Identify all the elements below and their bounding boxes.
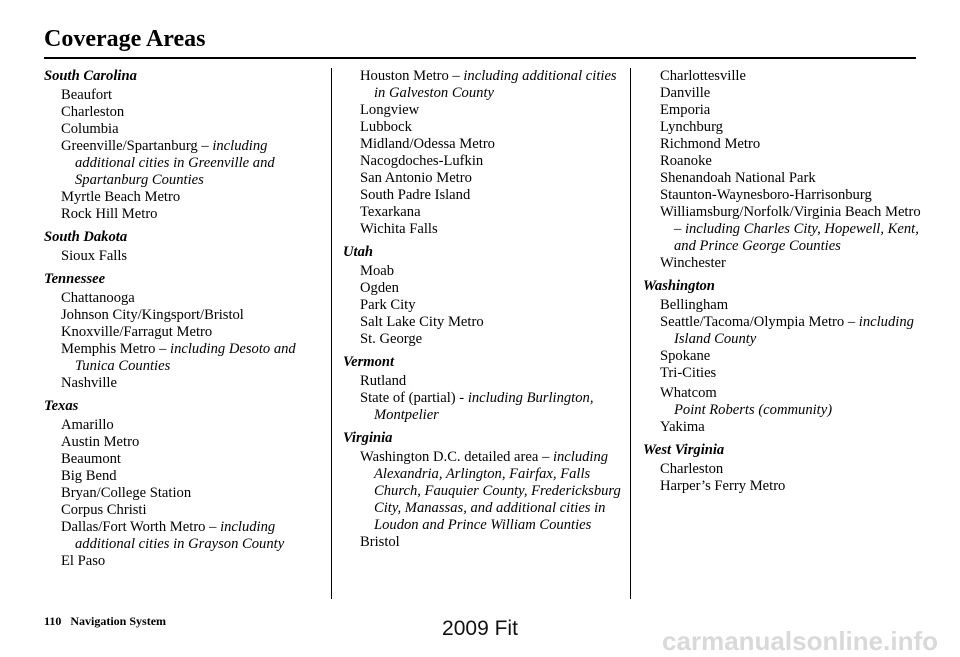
area-entry (61, 324, 326, 341)
area-entry (360, 280, 623, 297)
area-entry (360, 170, 623, 187)
note-separator: - (455, 390, 468, 406)
area-entry (660, 478, 923, 495)
area-name: Bryan/College Station (61, 485, 192, 501)
area-entry (360, 102, 623, 119)
area-name: Park City (360, 297, 416, 313)
area-name: Memphis Metro (61, 341, 156, 357)
area-name: Bellingham (660, 297, 729, 313)
state-heading: Utah (343, 244, 374, 260)
area-name: Moab (360, 263, 395, 279)
area-name: Knoxville/Farragut Metro (61, 324, 213, 340)
area-name: Texarkana (360, 204, 421, 220)
area-entry (61, 485, 326, 502)
area-entry (61, 451, 326, 468)
area-name: Staunton-Waynesboro-Harrisonburg (660, 187, 872, 203)
area-entry (61, 104, 326, 121)
area-entry (660, 314, 923, 348)
area-name: Williamsburg/Norfolk/Virginia Beach Metro (660, 204, 921, 220)
state-heading: Tennessee (44, 271, 106, 287)
area-name: Sioux Falls (61, 248, 128, 264)
area-entry (660, 136, 923, 153)
area-entry (660, 348, 923, 365)
state-heading: Texas (44, 398, 79, 414)
area-entry (61, 138, 326, 189)
area-entry (660, 85, 923, 102)
area-name: Winchester (660, 255, 726, 271)
area-entry (61, 375, 326, 392)
area-entry (660, 419, 923, 436)
site-watermark: carmanualsonline.info (662, 626, 938, 656)
area-entry (61, 341, 326, 375)
area-name: Corpus Christi (61, 502, 147, 518)
area-name: San Antonio Metro (360, 170, 472, 186)
area-note: including Island County (674, 314, 914, 347)
area-name: Ogden (360, 280, 399, 296)
area-name: Charleston (61, 104, 125, 120)
note-separator: – (197, 138, 213, 154)
area-entry (360, 331, 623, 348)
area-name: Seattle/Tacoma/Olympia Metro (660, 314, 845, 330)
area-name: Harper’s Ferry Metro (660, 478, 786, 494)
note-separator: – (448, 68, 464, 84)
area-name: Midland/Odessa Metro (360, 136, 495, 152)
area-name: Spokane (660, 348, 711, 364)
area-entry (360, 449, 623, 534)
area-name: Myrtle Beach Metro (61, 189, 181, 205)
coverage-column-3 (643, 68, 923, 495)
area-name: Bristol (360, 534, 400, 550)
area-name: Lubbock (360, 119, 412, 135)
note-separator: – (674, 221, 685, 237)
area-name: Wichita Falls (360, 221, 438, 237)
area-name: Whatcom (660, 385, 717, 401)
coverage-column-2 (343, 68, 623, 551)
area-note: including Charles City, Hopewell, Kent, and Prince George Counties (674, 221, 919, 254)
area-entry (660, 461, 923, 478)
area-entry (61, 121, 326, 138)
note-separator: – (844, 314, 859, 330)
area-name: Washington D.C. detailed area (360, 449, 539, 465)
state-heading: West Virginia (643, 442, 725, 458)
area-entry (360, 221, 623, 238)
area-name: Lynchburg (660, 119, 723, 135)
area-name: Rutland (360, 373, 407, 389)
page-title: Coverage Areas (44, 26, 206, 52)
area-entry (660, 204, 923, 255)
title-rule (44, 57, 916, 59)
state-heading: South Dakota (44, 229, 128, 245)
area-note: including additional cities in Greenville and Spartanburg Counties (75, 138, 275, 188)
area-name: Yakima (660, 419, 705, 435)
area-entry (61, 290, 326, 307)
area-name: Shenandoah National Park (660, 170, 816, 186)
area-entry (360, 187, 623, 204)
area-entry (360, 390, 623, 424)
area-name: South Padre Island (360, 187, 471, 203)
area-name: Johnson City/Kingsport/Bristol (61, 307, 244, 323)
model-watermark: 2009 Fit (442, 617, 518, 640)
area-entry (61, 248, 326, 265)
area-name: Salt Lake City Metro (360, 314, 484, 330)
area-entry (360, 373, 623, 390)
note-separator: – (155, 341, 171, 357)
area-name: Columbia (61, 121, 119, 137)
area-entry (660, 119, 923, 136)
state-heading: South Carolina (44, 68, 137, 84)
column-divider (630, 68, 631, 599)
area-entry (61, 553, 326, 570)
area-name: State of (partial) (360, 390, 456, 406)
area-entry (360, 263, 623, 280)
state-heading: Vermont (343, 354, 395, 370)
note-separator: – (205, 519, 221, 535)
page-number: 110 (44, 614, 62, 628)
area-entry (660, 68, 923, 85)
area-name: Emporia (660, 102, 711, 118)
area-entry (360, 153, 623, 170)
area-entry (360, 204, 623, 221)
area-entry (360, 136, 623, 153)
area-entry (660, 153, 923, 170)
area-name: Big Bend (61, 468, 117, 484)
area-note: including Alexandria, Arlington, Fairfax, Falls Church, Fauquier County, Fredericksburg City, Manassas, and additional cities in Loudon and Prince William Counties (374, 449, 621, 533)
area-name: St. George (360, 331, 423, 347)
area-name: Charleston (660, 461, 724, 477)
area-name: Beaufort (61, 87, 113, 103)
sub-area: Point Roberts (community) (674, 402, 833, 418)
state-heading: Virginia (343, 430, 393, 446)
area-entry (61, 206, 326, 223)
area-entry (660, 102, 923, 119)
area-name: Rock Hill Metro (61, 206, 158, 222)
area-entry (360, 119, 623, 136)
area-entry (660, 297, 923, 314)
area-entry (660, 255, 923, 272)
area-note: including Burlington, Montpelier (374, 390, 594, 423)
area-name: Charlottesville (660, 68, 746, 84)
area-note: including Desoto and Tunica Counties (75, 341, 296, 374)
area-name: Nacogdoches-Lufkin (360, 153, 484, 169)
area-name: Tri-Cities (660, 365, 717, 381)
area-entry (61, 468, 326, 485)
note-separator: – (538, 449, 553, 465)
area-note: including additional cities in Grayson County (75, 519, 285, 552)
area-entry (660, 385, 923, 402)
area-name: Richmond Metro (660, 136, 761, 152)
area-name: Chattanooga (61, 290, 135, 306)
area-name: Houston Metro (360, 68, 449, 84)
area-name: Amarillo (61, 417, 114, 433)
area-name: Austin Metro (61, 434, 140, 450)
column-divider (331, 68, 332, 599)
area-name: Roanoke (660, 153, 712, 169)
area-entry (61, 417, 326, 434)
area-name: Beaumont (61, 451, 121, 467)
coverage-column-1 (44, 68, 326, 570)
area-name: Longview (360, 102, 420, 118)
area-name: Danville (660, 85, 711, 101)
area-entry (360, 68, 623, 102)
area-note: including additional cities in Galveston County (374, 68, 617, 101)
section-name: Navigation System (70, 614, 167, 628)
area-entry (61, 189, 326, 206)
area-entry (660, 365, 923, 382)
area-entry (660, 170, 923, 187)
area-entry (360, 297, 623, 314)
area-entry (360, 314, 623, 331)
area-entry (61, 307, 326, 324)
area-entry (61, 502, 326, 519)
area-entry (61, 434, 326, 451)
area-entry (360, 534, 623, 551)
area-entry (61, 87, 326, 104)
area-name: El Paso (61, 553, 106, 569)
area-entry (660, 187, 923, 204)
state-heading: Washington (643, 278, 715, 294)
area-entry (61, 519, 326, 553)
area-name: Greenville/Spartanburg (61, 138, 198, 154)
area-name: Nashville (61, 375, 117, 391)
area-name: Dallas/Fort Worth Metro (61, 519, 206, 535)
